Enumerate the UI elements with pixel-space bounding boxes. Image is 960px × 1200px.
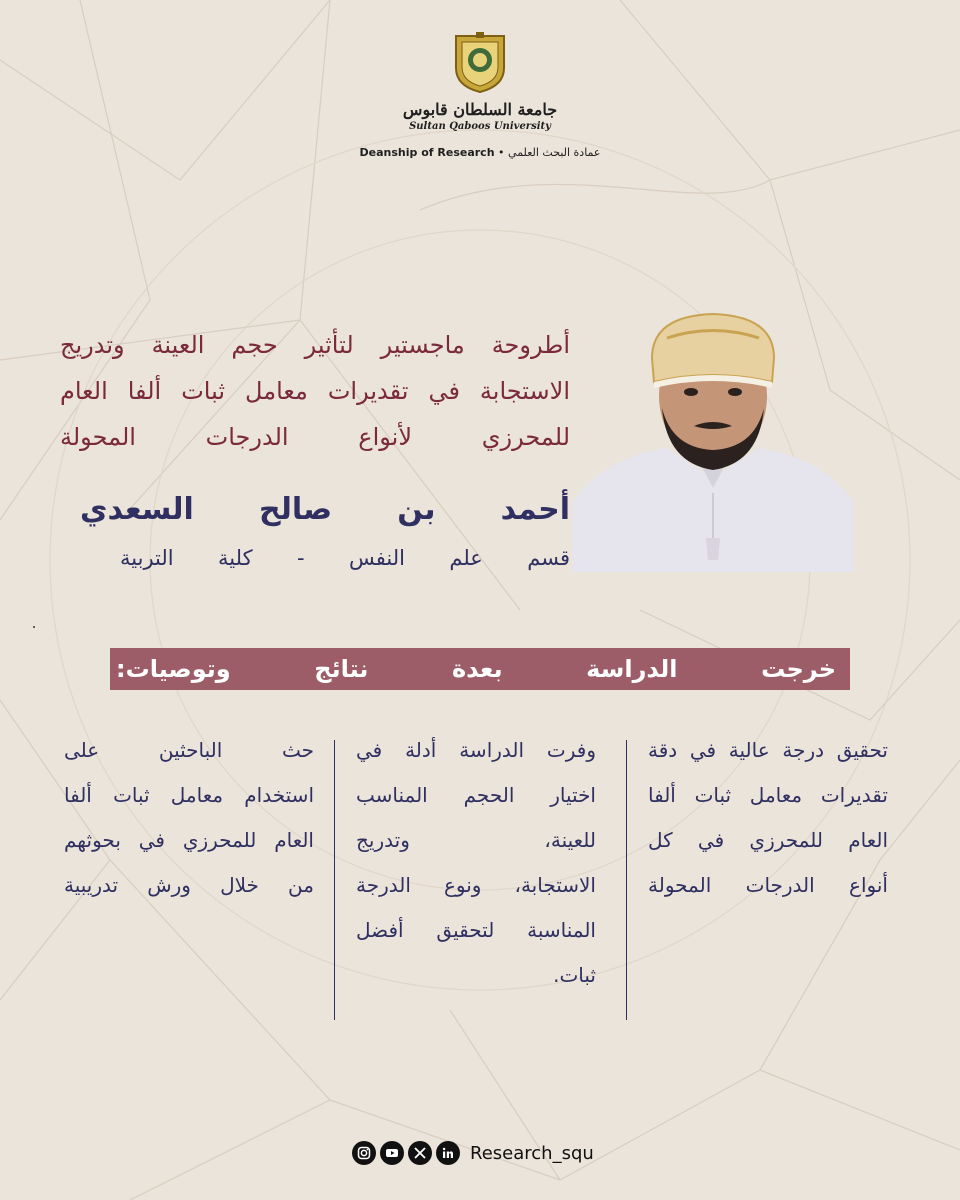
university-name-english: Sultan Qaboos University [409, 121, 551, 132]
researcher-photo [572, 298, 854, 572]
researcher-name: أحمد بن صالح السعدي [80, 492, 570, 527]
linkedin-icon[interactable] [436, 1141, 460, 1165]
social-handle[interactable]: Research_squ [470, 1142, 594, 1164]
deanship-line [330, 146, 630, 159]
finding-line: الاستجابة، ونوع الدرجة [356, 873, 596, 897]
finding-line: العام للمحرزي في كل [648, 828, 888, 852]
finding-column [356, 728, 596, 998]
column-divider [334, 740, 335, 1020]
finding-column [64, 728, 314, 908]
finding-line: العام للمحرزي في بحوثهم [64, 828, 314, 852]
finding-line: أنواع الدرجات المحولة [648, 873, 888, 897]
finding-line: تقديرات معامل ثبات ألفا [648, 783, 888, 807]
results-banner [110, 648, 850, 690]
x-icon[interactable] [408, 1141, 432, 1165]
university-logo [450, 30, 510, 94]
column-divider [626, 740, 627, 1020]
deanship-separator: • [498, 146, 505, 159]
deanship-english: Deanship of Research [359, 146, 495, 159]
instagram-icon[interactable] [352, 1141, 376, 1165]
thesis-title [60, 322, 570, 460]
finding-line: ثبات. [553, 963, 596, 987]
finding-line: للعينة، وتدريج [356, 828, 596, 852]
results-banner-text: خرجت الدراسة بعدة نتائج وتوصيات: [116, 655, 836, 683]
finding-line: حث الباحثين على [64, 738, 314, 762]
finding-line: وفرت الدراسة أدلة في [356, 738, 596, 762]
finding-line: تحقيق درجة عالية في دقة [648, 738, 888, 762]
thesis-title-line: الاستجابة في تقديرات معامل ثبات ألفا العام [60, 377, 570, 405]
thesis-title-line: للمحرزي لأنواع الدرجات المحولة [60, 423, 570, 451]
finding-line: استخدام معامل ثبات ألفا [64, 783, 314, 807]
finding-line: المناسبة لتحقيق أفضل [356, 918, 596, 942]
deanship-arabic: عمادة البحث العلمي [508, 146, 601, 159]
university-name-arabic: جامعة السلطان قابوس [402, 100, 558, 119]
stray-dot [33, 626, 35, 628]
finding-line: اختيار الحجم المناسب [356, 783, 596, 807]
researcher-department: قسم علم النفس - كلية التربية [120, 546, 570, 570]
social-links [352, 1140, 594, 1166]
thesis-title-line: أطروحة ماجستير لتأثير حجم العينة وتدريج [60, 331, 570, 359]
finding-column [648, 728, 888, 908]
finding-line: من خلال ورش تدريبية [64, 873, 314, 897]
youtube-icon[interactable] [380, 1141, 404, 1165]
